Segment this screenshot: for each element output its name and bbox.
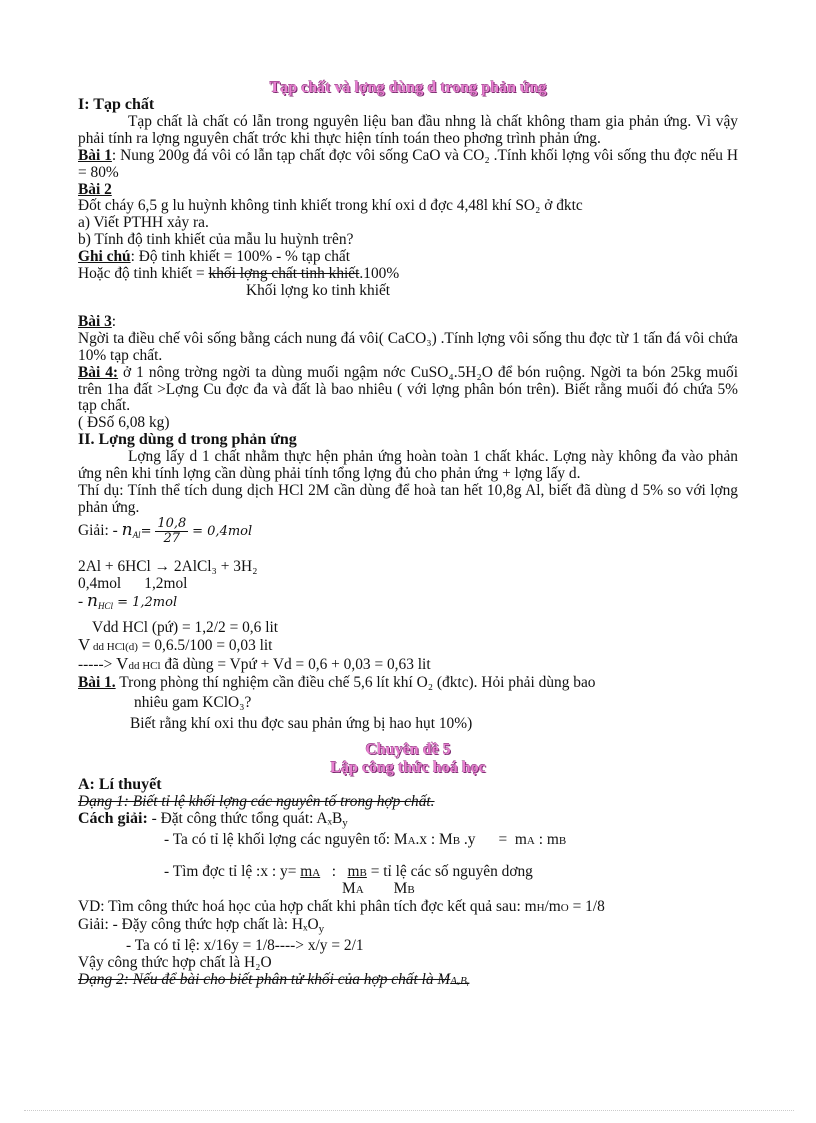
exercise-text-bai-2: Đốt cháy 6,5 g lu huỳnh không tinh khiết trong khí oxi d đợc 4,48l khí SO₂ ở đktc [78,197,583,215]
text: = tỉ lệ các số nguyên dơng [366,862,533,880]
exercise-label: Bài 4: [78,363,119,381]
paragraph-luong-dung-du: Lợng lấy d 1 chất nhằm thực hện phản ứng hoàn toàn 1 chất khác. Lợng này không đa vào phản ứng nên khi tính lợng cần dùng phải tính tổng lợng đủ cho phản ứng + lợng lấy d. [78,448,738,483]
volume-reaction-line: Vdd HCl (pứ) = 1,2/2 = 0,6 lit [92,619,279,637]
equation-right: 2AlCl₃ + 3H₂ [170,557,258,575]
exercise-label: Bài 1 [78,146,112,164]
text: Giải: - Đặy công thức hợp chất là: HₓO [78,916,319,934]
subscript: A [312,866,321,879]
exercise-bai-4 [78,365,738,416]
document-body [78,79,738,990]
subscript: A [355,884,364,897]
exercise-text: : Nung 200g đá vôi có lẫn tạp chất đợc vôi sống CaO và CO₂ .Tính khối lợng vôi sống thu đợc nếu H = 80% [78,146,738,181]
reaction-arrow-icon: → [154,557,171,575]
solution-vd-line-2: - Ta có tỉ lệ: x/16y = 1/8----> x/y = 2/1 [126,937,364,955]
exercise-text-line-2: nhiêu gam KClO₃? [134,694,252,712]
mole-result: = 0,4mol [192,523,253,539]
solution-method-label: Cách giải: [78,809,148,827]
moles-hcl-line [78,590,738,615]
mole-ratio-line: 0,4mol 1,2mol [78,574,188,592]
solution-method-line-3 [78,864,738,882]
section-heading-tap-chat: I: Tạp chất [78,96,155,113]
subscript: y [342,816,348,829]
example-vd [78,899,738,917]
general-formula: - Đặt công thức tổng quát: AₓB [147,809,343,827]
exercise-bai-2-part-a: a) Viết PTHH xảy ra. [78,214,209,232]
fraction-denominator: 27 [163,530,181,546]
exercise-label-bai-2: Bài 2 [78,180,112,198]
purity-formula-numerator: khối lợng chất tinh khiết [208,265,360,283]
subscript: AₓBᵧ [450,974,470,987]
mole-symbol: n [121,519,133,540]
exercise-bai-1-oxygen [78,675,738,692]
page-bottom-divider [24,1110,794,1111]
exercise-bai-2-part-b: b) Tính độ tinh khiết của mẫu lu huỳnh trên? [78,231,354,249]
subscript: B [359,866,367,879]
volume-total-value: đã dùng = Vpứ + Vd = 0,6 + 0,03 = 0,63 lit [160,656,431,674]
equation-left: 2Al + 6HCl [78,557,155,575]
subscript: H [536,902,545,915]
volume-total-line [78,656,738,675]
subscript: B [558,834,567,847]
symbol: M [342,880,356,898]
text: /m [544,898,561,916]
text: : [320,862,348,880]
text: = 1/8 [568,898,605,916]
exercise-text: Trong phòng thí nghiệm cần điều chế 5,6 lít khí O₂ (đktc). Hỏi phải dùng bao [115,674,596,692]
mole-symbol: n [86,590,98,611]
purity-formula-suffix: .100% [359,265,400,283]
exercise-bai-3-heading [78,314,738,331]
subscript: B [407,884,415,897]
chapter-number: Chuyên đề 5 [365,740,451,758]
purity-formula-denominator: Khối lợng ko tinh khiết [246,281,391,299]
solution-method-line-2 [78,832,738,850]
solution-method-denominators [78,881,738,899]
text: .y = m [460,830,527,848]
exercise-colon: : [111,312,117,330]
volume-excess-line [78,637,738,656]
note-line [78,249,738,266]
fraction [155,517,188,546]
mole-subscript: Al [132,529,141,540]
exercise-bai-4-answer: ( ĐSố 6,08 kg) [78,414,170,432]
volume-subscript: dd HCl(d) [90,641,138,654]
mole-result: = 1,2mol [112,594,178,610]
dash: - [78,592,87,610]
exercise-text-line-3: Biết rằng khí oxi thu đợc sau phản ứng bị hao hụt 10%) [130,715,473,732]
volume-symbol: V [78,635,91,655]
subscript: B [452,834,461,847]
subscript: A [407,834,416,847]
arrow-prefix: -----> [78,656,117,674]
text: Dạng 2: Nếu để bài cho biết phân tử khối của hợp chất là M [78,970,451,988]
section-heading-li-thuyet: A: Lí thuyết [78,775,162,793]
text: VD: Tìm công thức hoá học của hợp chất khi phân tích đợc kết quả sau: m [78,898,537,916]
volume-subscript: dd HCl [128,660,161,673]
moles-al-line: Giải: - nAl= $\frac{10,8}{27}$ = 0,4mol [78,515,253,546]
solution-method-line-1 [78,811,738,832]
exercise-text: ở 1 nông trờng ngời ta dùng muối ngậm nớc CuSO₄.5H₂O để bón ruộng. Ngời ta bón 25kg muối trên 1ha đất >Lợng Cu đợc đa và đất là bao nhiêu ( với lợng phân bón trên). Biết rằng muối đó chứa 5% tạp chất. [78,363,739,415]
fraction-numerator: 10,8 [157,515,187,531]
exercise-label: Bài 1. [78,674,116,692]
mole-subscript: HCl [97,600,113,611]
ratio-numerator-b [348,863,367,880]
note-text: : Độ tinh khiết = 100% - % tạp chất [130,248,351,266]
symbol: M [393,880,408,898]
conclusion-line: Vậy công thức hợp chất là H₂O [78,954,272,972]
chapter-title: Lập công thức hoá học [330,758,486,776]
symbol: m [300,862,313,880]
type-2-heading [78,972,738,990]
symbol: m [347,862,360,880]
solution-vd-line-1 [78,917,738,938]
volume-excess-value: = 0,6.5/100 = 0,03 lit [137,637,273,655]
text: .x : M [415,830,453,848]
type-1-heading: Dạng 1: Biết tỉ lệ khối lợng các nguyên tố trong hợp chất. [78,792,435,810]
ratio-numerator-a [300,863,320,880]
exercise-text-bai-3: Ngời ta điều chế vôi sống bằng cách nung đá vôi( CaCO₃) .Tính lợng vôi sống thu đợc từ 1 tấn đá vôi chứa 10% tạp chất. [78,329,738,364]
purity-formula [78,266,738,283]
subscript: A [526,834,535,847]
example-problem: Thí dụ: Tính thể tích dung dịch HCl 2M cần dùng để hoà tan hết 10,8g Al, biết đã dùng d 5% so với lợng phản ứng. [78,481,738,516]
section-heading-luong-dung-du: II. Lợng dùng d trong phản ứng [78,431,297,449]
note-label: Ghi chú [78,248,131,266]
volume-symbol: V [116,654,129,674]
subscript: y [318,923,325,936]
text: : m [534,830,559,848]
exercise-bai-1 [78,148,738,182]
text: - Tìm đợc tỉ lệ :x : y= [164,862,301,880]
chemical-equation [78,559,738,576]
solution-prefix: Giải: - [78,521,122,539]
page-title: Tạp chất và lợng dùng d trong phản ứng [269,79,547,96]
paragraph-tap-chat: Tạp chất là chất có lẫn trong nguyên liệu ban đầu nhng là chất không tham gia phản ứng. Vì vậy phải tính ra lợng nguyên chất trớc khi thực hiện tính toán theo phơng trình phản ứng. [78,112,738,147]
purity-formula-prefix: Hoặc độ tinh khiết = [78,265,209,283]
exercise-label: Bài 3 [78,312,112,330]
text: - Ta có tỉ lệ khối lợng các nguyên tố: M [164,830,408,848]
subscript: O [560,902,569,915]
